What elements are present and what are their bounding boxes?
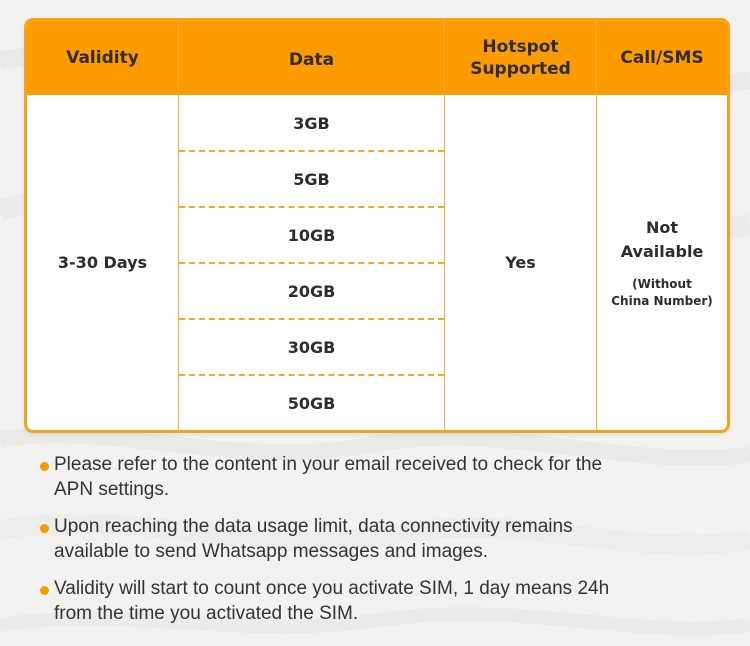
note-line: Validity will start to count once you activate SIM, 1 day means 24h	[54, 578, 610, 599]
bullet-icon	[40, 586, 49, 595]
note-line: APN settings.	[54, 479, 170, 500]
notes-list	[40, 452, 720, 638]
call-sms-line1: Not	[645, 217, 679, 237]
note-item	[40, 514, 720, 564]
call-sms-note-line2: China Number)	[611, 293, 713, 308]
note-line: from the time you activated the SIM.	[54, 603, 359, 624]
call-sms-line2: Available	[620, 241, 704, 261]
header-hotspot-line2: Supported	[470, 59, 571, 79]
call-sms-note-line1: (Without	[632, 276, 692, 291]
bullet-icon	[40, 462, 49, 471]
header-validity: Validity	[66, 48, 139, 68]
data-option: 30GB	[287, 337, 336, 357]
note-item	[40, 452, 720, 502]
hotspot-value: Yes	[505, 253, 536, 272]
header-hotspot-line1: Hotspot	[482, 37, 559, 57]
bullet-icon	[40, 524, 49, 533]
data-option: 3GB	[293, 113, 330, 133]
data-option: 5GB	[293, 169, 330, 189]
header-hotspot	[445, 21, 596, 95]
header-call-sms: Call/SMS	[620, 48, 704, 68]
call-sms-value	[597, 95, 727, 430]
header-data: Data	[288, 50, 335, 70]
note-line: Upon reaching the data usage limit, data connectivity remains	[54, 516, 573, 537]
plan-table	[24, 18, 730, 433]
note-line: Please refer to the content in your email received to check for the	[54, 454, 603, 475]
data-option: 50GB	[287, 393, 336, 413]
data-option: 10GB	[287, 225, 336, 245]
note-line: available to send Whatsapp messages and images.	[54, 541, 489, 562]
data-option: 20GB	[287, 281, 336, 301]
note-item	[40, 576, 720, 626]
validity-value: 3-30 Days	[57, 253, 148, 272]
